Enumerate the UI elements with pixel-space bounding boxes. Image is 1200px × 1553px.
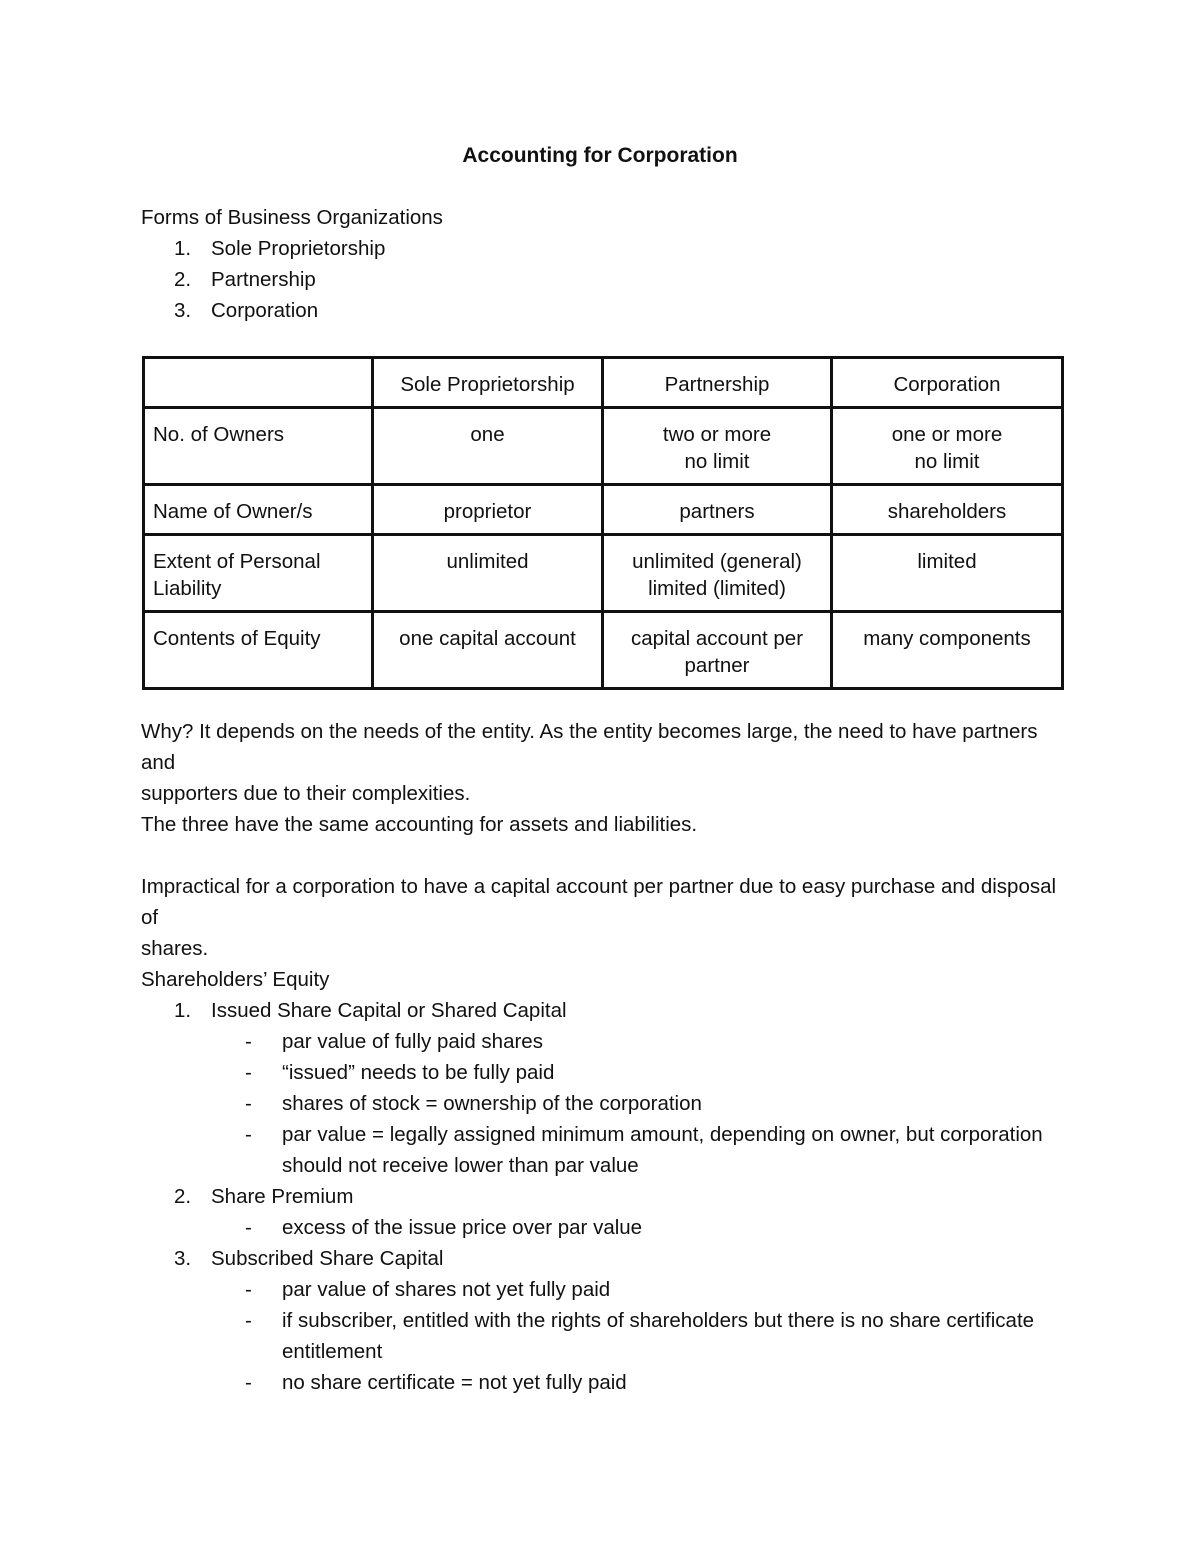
bullet-dash: - (245, 1278, 252, 1301)
table-cell (603, 408, 832, 485)
bullet-dash: - (245, 1123, 252, 1146)
table-cell: partners (603, 485, 832, 535)
bullet-item: no share certificate = not yet fully paid (282, 1371, 627, 1394)
bullet-item: “issued” needs to be fully paid (282, 1061, 555, 1084)
table-cell: unlimited (373, 535, 603, 612)
document-title: Accounting for Corporation (462, 144, 738, 167)
cell-line: Liability (153, 577, 222, 600)
bullet-dash: - (245, 1092, 252, 1115)
bullet-dash: - (245, 1061, 252, 1084)
cell-line: one or more (891, 423, 1003, 446)
bullet-item: par value of fully paid shares (282, 1030, 543, 1053)
table-cell (603, 612, 832, 689)
table-cell: limited (832, 535, 1063, 612)
table-header-row (144, 358, 1063, 408)
bullet-item-continuation: entitlement (282, 1340, 383, 1363)
bullet-item: excess of the issue price over par value (282, 1216, 643, 1239)
table-row (144, 612, 1063, 689)
cell-line: unlimited (general) (632, 550, 802, 573)
table-header-cell: Sole Proprietorship (373, 358, 603, 408)
table-cell: proprietor (373, 485, 603, 535)
cell-line: no limit (914, 450, 980, 473)
table-header-cell (144, 358, 373, 408)
table-header-cell: Partnership (603, 358, 832, 408)
bullet-dash: - (245, 1371, 252, 1394)
table-cell: one capital account (373, 612, 603, 689)
table-row (144, 535, 1063, 612)
list-number: 3. (174, 299, 192, 322)
list-item: Corporation (211, 299, 319, 322)
cell-line: two or more (662, 423, 772, 446)
cell-line: no limit (684, 450, 750, 473)
row-label: Name of Owner/s (144, 485, 373, 535)
bullet-item: par value of shares not yet fully paid (282, 1278, 611, 1301)
list-number: 1. (174, 999, 192, 1022)
cell-line: capital account per (630, 627, 804, 650)
row-label: Contents of Equity (144, 612, 373, 689)
table-cell (603, 535, 832, 612)
list-number: 1. (174, 237, 192, 260)
list-item: Share Premium (211, 1185, 354, 1208)
paragraph-line: supporters due to their complexities. (141, 782, 471, 805)
list-number: 2. (174, 268, 192, 291)
table-header-cell: Corporation (832, 358, 1063, 408)
list-item: Partnership (211, 268, 316, 291)
paragraph-line: Why? It depends on the needs of the entity. As the entity becomes large, the need to have partners and (141, 720, 1038, 774)
bullet-item: shares of stock = ownership of the corporation (282, 1092, 702, 1115)
list-number: 2. (174, 1185, 192, 1208)
cell-line: partner (684, 654, 750, 677)
paragraph-line: shares. (141, 937, 209, 960)
impractical-paragraph (141, 871, 1061, 964)
cell-line: limited (limited) (648, 577, 786, 600)
equity-heading: Shareholders’ Equity (141, 968, 330, 991)
list-item: Sole Proprietorship (211, 237, 386, 260)
list-number: 3. (174, 1247, 192, 1270)
comparison-table (142, 356, 1064, 690)
table-cell: many components (832, 612, 1063, 689)
table-cell: shareholders (832, 485, 1063, 535)
table-cell (832, 408, 1063, 485)
bullet-dash: - (245, 1030, 252, 1053)
why-paragraph (141, 716, 1061, 809)
cell-line: Extent of Personal (153, 550, 321, 573)
row-label (144, 535, 373, 612)
row-label: No. of Owners (144, 408, 373, 485)
forms-heading: Forms of Business Organizations (141, 206, 443, 229)
table-cell: one (373, 408, 603, 485)
list-item: Subscribed Share Capital (211, 1247, 444, 1270)
bullet-item: par value = legally assigned minimum amount, depending on owner, but corporation (282, 1123, 1043, 1146)
bullet-item: if subscriber, entitled with the rights of shareholders but there is no share certificate (282, 1309, 1035, 1332)
table-row (144, 485, 1063, 535)
bullet-dash: - (245, 1216, 252, 1239)
list-item: Issued Share Capital or Shared Capital (211, 999, 567, 1022)
bullet-dash: - (245, 1309, 252, 1332)
bullet-item-continuation: should not receive lower than par value (282, 1154, 639, 1177)
same-accounting-paragraph: The three have the same accounting for assets and liabilities. (141, 813, 698, 836)
paragraph-line: Impractical for a corporation to have a capital account per partner due to easy purchase and disposal of (141, 875, 1057, 929)
table-row (144, 408, 1063, 485)
